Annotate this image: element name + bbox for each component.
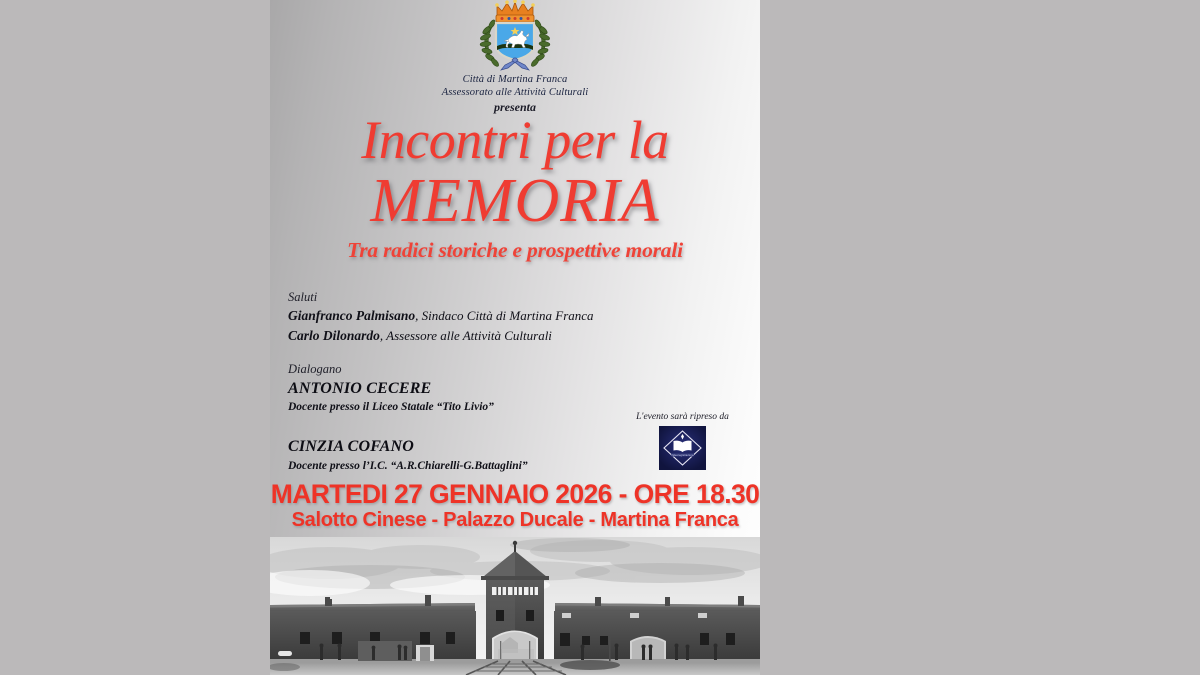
- event-venue: Salotto Cinese - Palazzo Ducale - Martina Franca: [291, 509, 739, 531]
- city-line: Città di Martina Franca: [462, 74, 568, 85]
- open-book-diamond-logo-icon: [659, 426, 706, 470]
- presents-label: presenta: [494, 100, 536, 114]
- greeting-person-row: [288, 306, 688, 326]
- organization-block: [270, 74, 760, 100]
- greeting-person-name: Gianfranco Palmisano: [288, 308, 416, 324]
- event-date: MARTEDI 27 GENNAIO 2026 - ORE 18.30: [270, 479, 760, 509]
- crest-container: [270, 0, 760, 74]
- spacer: [288, 347, 688, 360]
- auschwitz-birkenau-gate-photo-icon: [270, 537, 760, 675]
- speaker-name: CINZIA COFANO: [288, 438, 415, 456]
- greeting-person-role: , Sindaco Città di Martina Franca: [415, 308, 594, 324]
- title-line-2: MEMORIA: [370, 167, 660, 235]
- speaker-affiliation: Docente presso il Liceo Statale “Tito Livio”: [288, 401, 494, 414]
- broadcaster-block: [620, 412, 745, 470]
- greeting-person-name: Carlo Dilonardo: [288, 328, 380, 344]
- svg-text:Videoregistrazione: Videoregistrazione: [670, 452, 695, 457]
- coat-of-arms-icon: [475, 0, 555, 74]
- greeting-person-role: , Assessore alle Attività Culturali: [379, 328, 552, 344]
- broadcaster-caption: L'evento sarà ripreso da: [636, 412, 729, 422]
- department-line: Assessorato alle Attività Culturali: [441, 86, 589, 98]
- title-line-1: Incontri per la: [361, 110, 669, 170]
- speaker-name: ANTONIO CECERE: [288, 379, 432, 397]
- event-poster: [270, 0, 760, 675]
- greeting-person-row: [288, 326, 688, 346]
- dialogue-label: Dialogano: [288, 361, 342, 376]
- title-subtitle: Tra radici storiche e prospettive morali: [347, 238, 683, 262]
- greetings-label: Saluti: [288, 290, 318, 304]
- speaker-affiliation: Docente presso l’I.C. “A.R.Chiarelli-G.Battaglini”: [288, 459, 528, 472]
